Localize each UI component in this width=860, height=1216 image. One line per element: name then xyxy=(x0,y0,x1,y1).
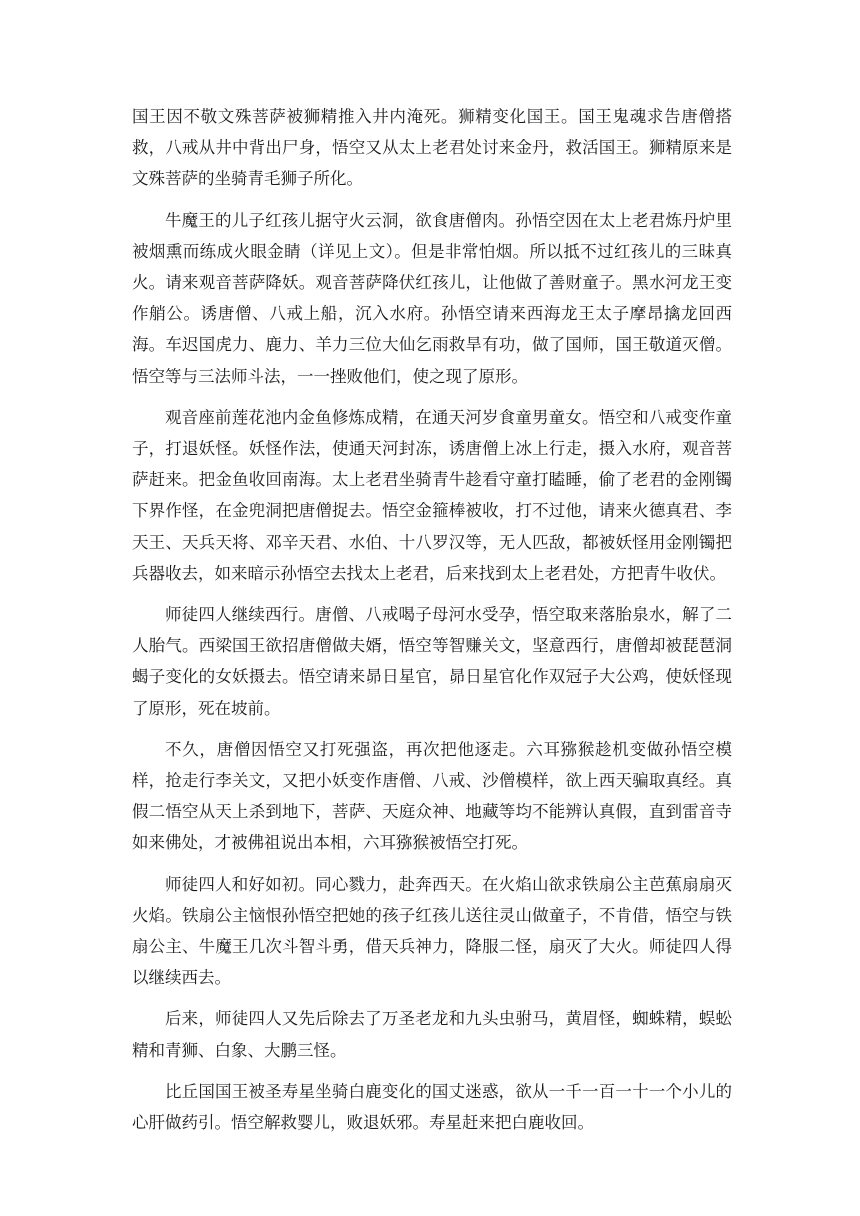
paragraph-goldfish-green-ox: 观音座前莲花池内金鱼修炼成精，在通天河岁食童男童女。悟空和八戒变作童子，打退妖怪。妖怪作法，使通天河封冻，诱唐僧上冰上行走，摄入水府，观音菩萨赶来。把金鱼收回南海。太上老君坐骑青牛趁看守童打瞌睡，偷了老君的金刚镯下界作怪，在金兜洞把唐僧捉去。悟空金箍棒被收，打不过他，请来火德真君、李天王、天兵天将、邓辛天君、水伯、十八罗汉等，无人匹敌，都被妖怪用金刚镯把兵器收去，如来暗示孙悟空去找太上老君，后来找到太上老君处，方把青牛收伏。 xyxy=(132,407,732,583)
paragraph-flaming-mountain: 师徒四人和好如初。同心戮力，赴奔西天。在火焰山欲求铁扇公主芭蕉扇扇灭火焰。铁扇公主恼恨孙悟空把她的孩子红孩儿送往灵山做童子，不肯借，悟空与铁扇公主、牛魔王几次斗智斗勇，借天兵神力，降服二怪，扇灭了大火。师徒四人得以继续西去。 xyxy=(132,874,732,988)
paragraph-biqiu-kingdom: 比丘国国王被圣寿星坐骑白鹿变化的国丈迷惑，欲从一千一百一十一个小儿的心肝做药引。悟空解救婴儿，败退妖邪。寿星赶来把白鹿收回。 xyxy=(132,1081,732,1133)
paragraph-six-eared-macaque: 不久，唐僧因悟空又打死强盗，再次把他逐走。六耳猕猴趁机变做孙悟空模样，抢走行李关文，又把小妖变作唐僧、八戒、沙僧模样，欲上西天骗取真经。真假二悟空从天上杀到地下，菩萨、天庭众神、地藏等均不能辨认真假，直到雷音寺如来佛处，才被佛祖说出本相，六耳猕猴被悟空打死。 xyxy=(132,739,732,853)
paragraph-red-boy: 牛魔王的儿子红孩儿据守火云洞，欲食唐僧肉。孙悟空因在太上老君炼丹炉里被烟熏而练成火眼金睛（详见上文）。但是非常怕烟。所以抵不过红孩儿的三昧真火。请来观音菩萨降妖。观音菩萨降伏红孩儿，让他做了善财童子。黑水河龙王变作艄公。诱唐僧、八戒上船，沉入水府。孙悟空请来西海龙王太子摩昂擒龙回西海。车迟国虎力、鹿力、羊力三位大仙乞雨救旱有功，做了国师，国王敬道灭僧。悟空等与三法师斗法，一一挫败他们，使之现了原形。 xyxy=(132,210,732,386)
paragraph-lion-demon: 国王因不敬文殊菩萨被狮精推入井内淹死。狮精变化国王。国王鬼魂求告唐僧搭救，八戒从井中背出尸身，悟空又从太上老君处讨来金丹，救活国王。狮精原来是文殊菩萨的坐骑青毛狮子所化。 xyxy=(132,107,732,189)
document-body xyxy=(132,101,732,1148)
paragraph-other-demons: 后来，师徒四人又先后除去了万圣老龙和九头虫驸马，黄眉怪，蜘蛛精，蜈蚣精和青狮、白象、大鹏三怪。 xyxy=(132,1009,732,1060)
paragraph-women-kingdom: 师徒四人继续西行。唐僧、八戒喝子母河水受孕，悟空取来落胎泉水，解了二人胎气。西梁国王欲招唐僧做夫婿，悟空等智赚关文，坚意西行，唐僧却被琵琶洞蝎子变化的女妖摄去。悟空请来昴日星官，昴日星官化作双冠子大公鸡，使妖怪现了原形，死在坡前。 xyxy=(132,605,732,718)
